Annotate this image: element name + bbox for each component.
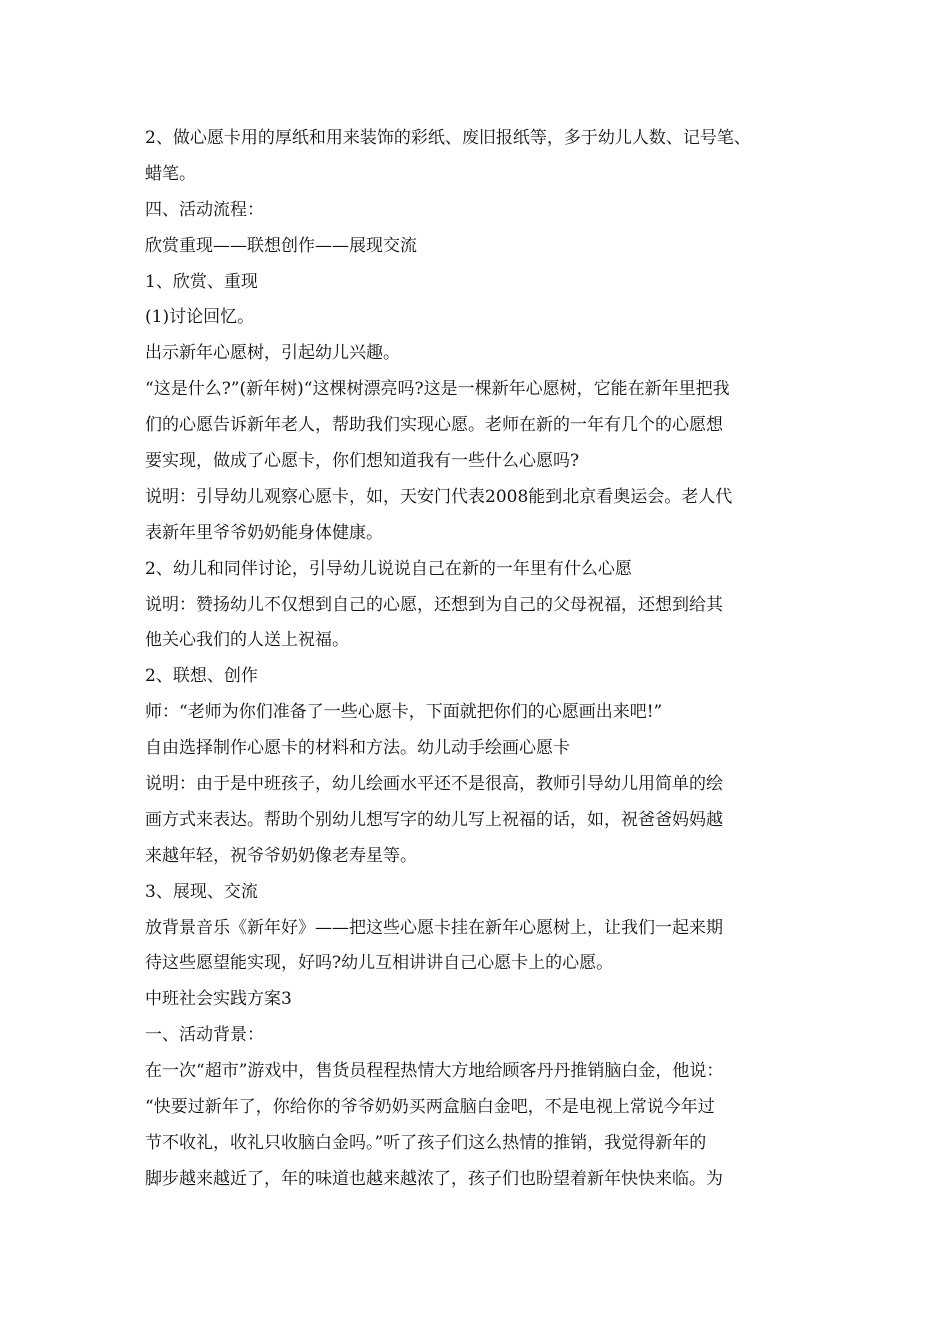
document-title: 中班社会实践方案3	[145, 989, 292, 1010]
text-line: 说明：由于是中班孩子，幼儿绘画水平还不是很高，教师引导幼儿用简单的绘	[145, 774, 723, 795]
text-line: 脚步越来越近了，年的味道也越来越浓了，孩子们也盼望着新年快快来临。为	[145, 1168, 723, 1189]
text-line: 要实现，做成了心愿卡，你们想知道我有一些什么心愿吗?	[145, 451, 580, 472]
text-line: 表新年里爷爷奶奶能身体健康。	[145, 522, 383, 543]
section-heading: 一、活动背景：	[145, 1025, 264, 1046]
text-line: 师：“老师为你们准备了一些心愿卡，下面就把你们的心愿画出来吧!”	[145, 702, 663, 723]
subsection-heading: 2、联想、创作	[145, 666, 258, 687]
text-line: 画方式来表达。帮助个别幼儿想写字的幼儿写上祝福的话，如，祝爸爸妈妈越	[145, 809, 723, 830]
text-line: 在一次“超市”游戏中，售货员程程热情大方地给顾客丹丹推销脑白金，他说：	[145, 1061, 724, 1082]
text-line: 蜡笔。	[145, 163, 196, 184]
text-line: 自由选择制作心愿卡的材料和方法。幼儿动手绘画心愿卡	[145, 738, 570, 759]
text-line: 节不收礼，收礼只收脑白金吗。”听了孩子们这么热情的推销，我觉得新年的	[145, 1132, 707, 1153]
text-line: 欣赏重现——联想创作——展现交流	[145, 235, 417, 256]
subsection-heading: 3、展现、交流	[145, 881, 258, 902]
text-line: 说明：赞扬幼儿不仅想到自己的心愿，还想到为自己的父母祝福，还想到给其	[145, 594, 723, 615]
text-line: 们的心愿告诉新年老人，帮助我们实现心愿。老师在新的一年有几个的心愿想	[145, 415, 723, 436]
document-body	[145, 121, 830, 1198]
text-line: 2、做心愿卡用的厚纸和用来装饰的彩纸、废旧报纸等，多于幼儿人数、记号笔、	[145, 128, 751, 148]
text-line: 2、幼儿和同伴讨论，引导幼儿说说自己在新的一年里有什么心愿	[145, 558, 632, 579]
text-line: 来越年轻，祝爷爷奶奶像老寿星等。	[145, 845, 417, 866]
text-line: 待这些愿望能实现，好吗?幼儿互相讲讲自己心愿卡上的心愿。	[145, 953, 614, 974]
text-line: 他关心我们的人送上祝福。	[145, 630, 349, 651]
subsection-heading: 1、欣赏、重现	[145, 271, 258, 292]
text-line: “快要过新年了，你给你的爷爷奶奶买两盒脑白金吧，不是电视上常说今年过	[145, 1097, 715, 1118]
text-line: 出示新年心愿树，引起幼儿兴趣。	[145, 343, 400, 364]
text-line: 放背景音乐《新年好》——把这些心愿卡挂在新年心愿树上，让我们一起来期	[145, 917, 723, 938]
text-line: (1)讨论回忆。	[145, 307, 255, 328]
text-line: “这是什么?”(新年树)“这棵树漂亮吗?这是一棵新年心愿树，它能在新年里把我	[145, 379, 730, 400]
section-heading: 四、活动流程：	[145, 199, 264, 220]
text-line: 说明：引导幼儿观察心愿卡，如，天安门代表2008能到北京看奥运会。老人代	[145, 486, 733, 507]
